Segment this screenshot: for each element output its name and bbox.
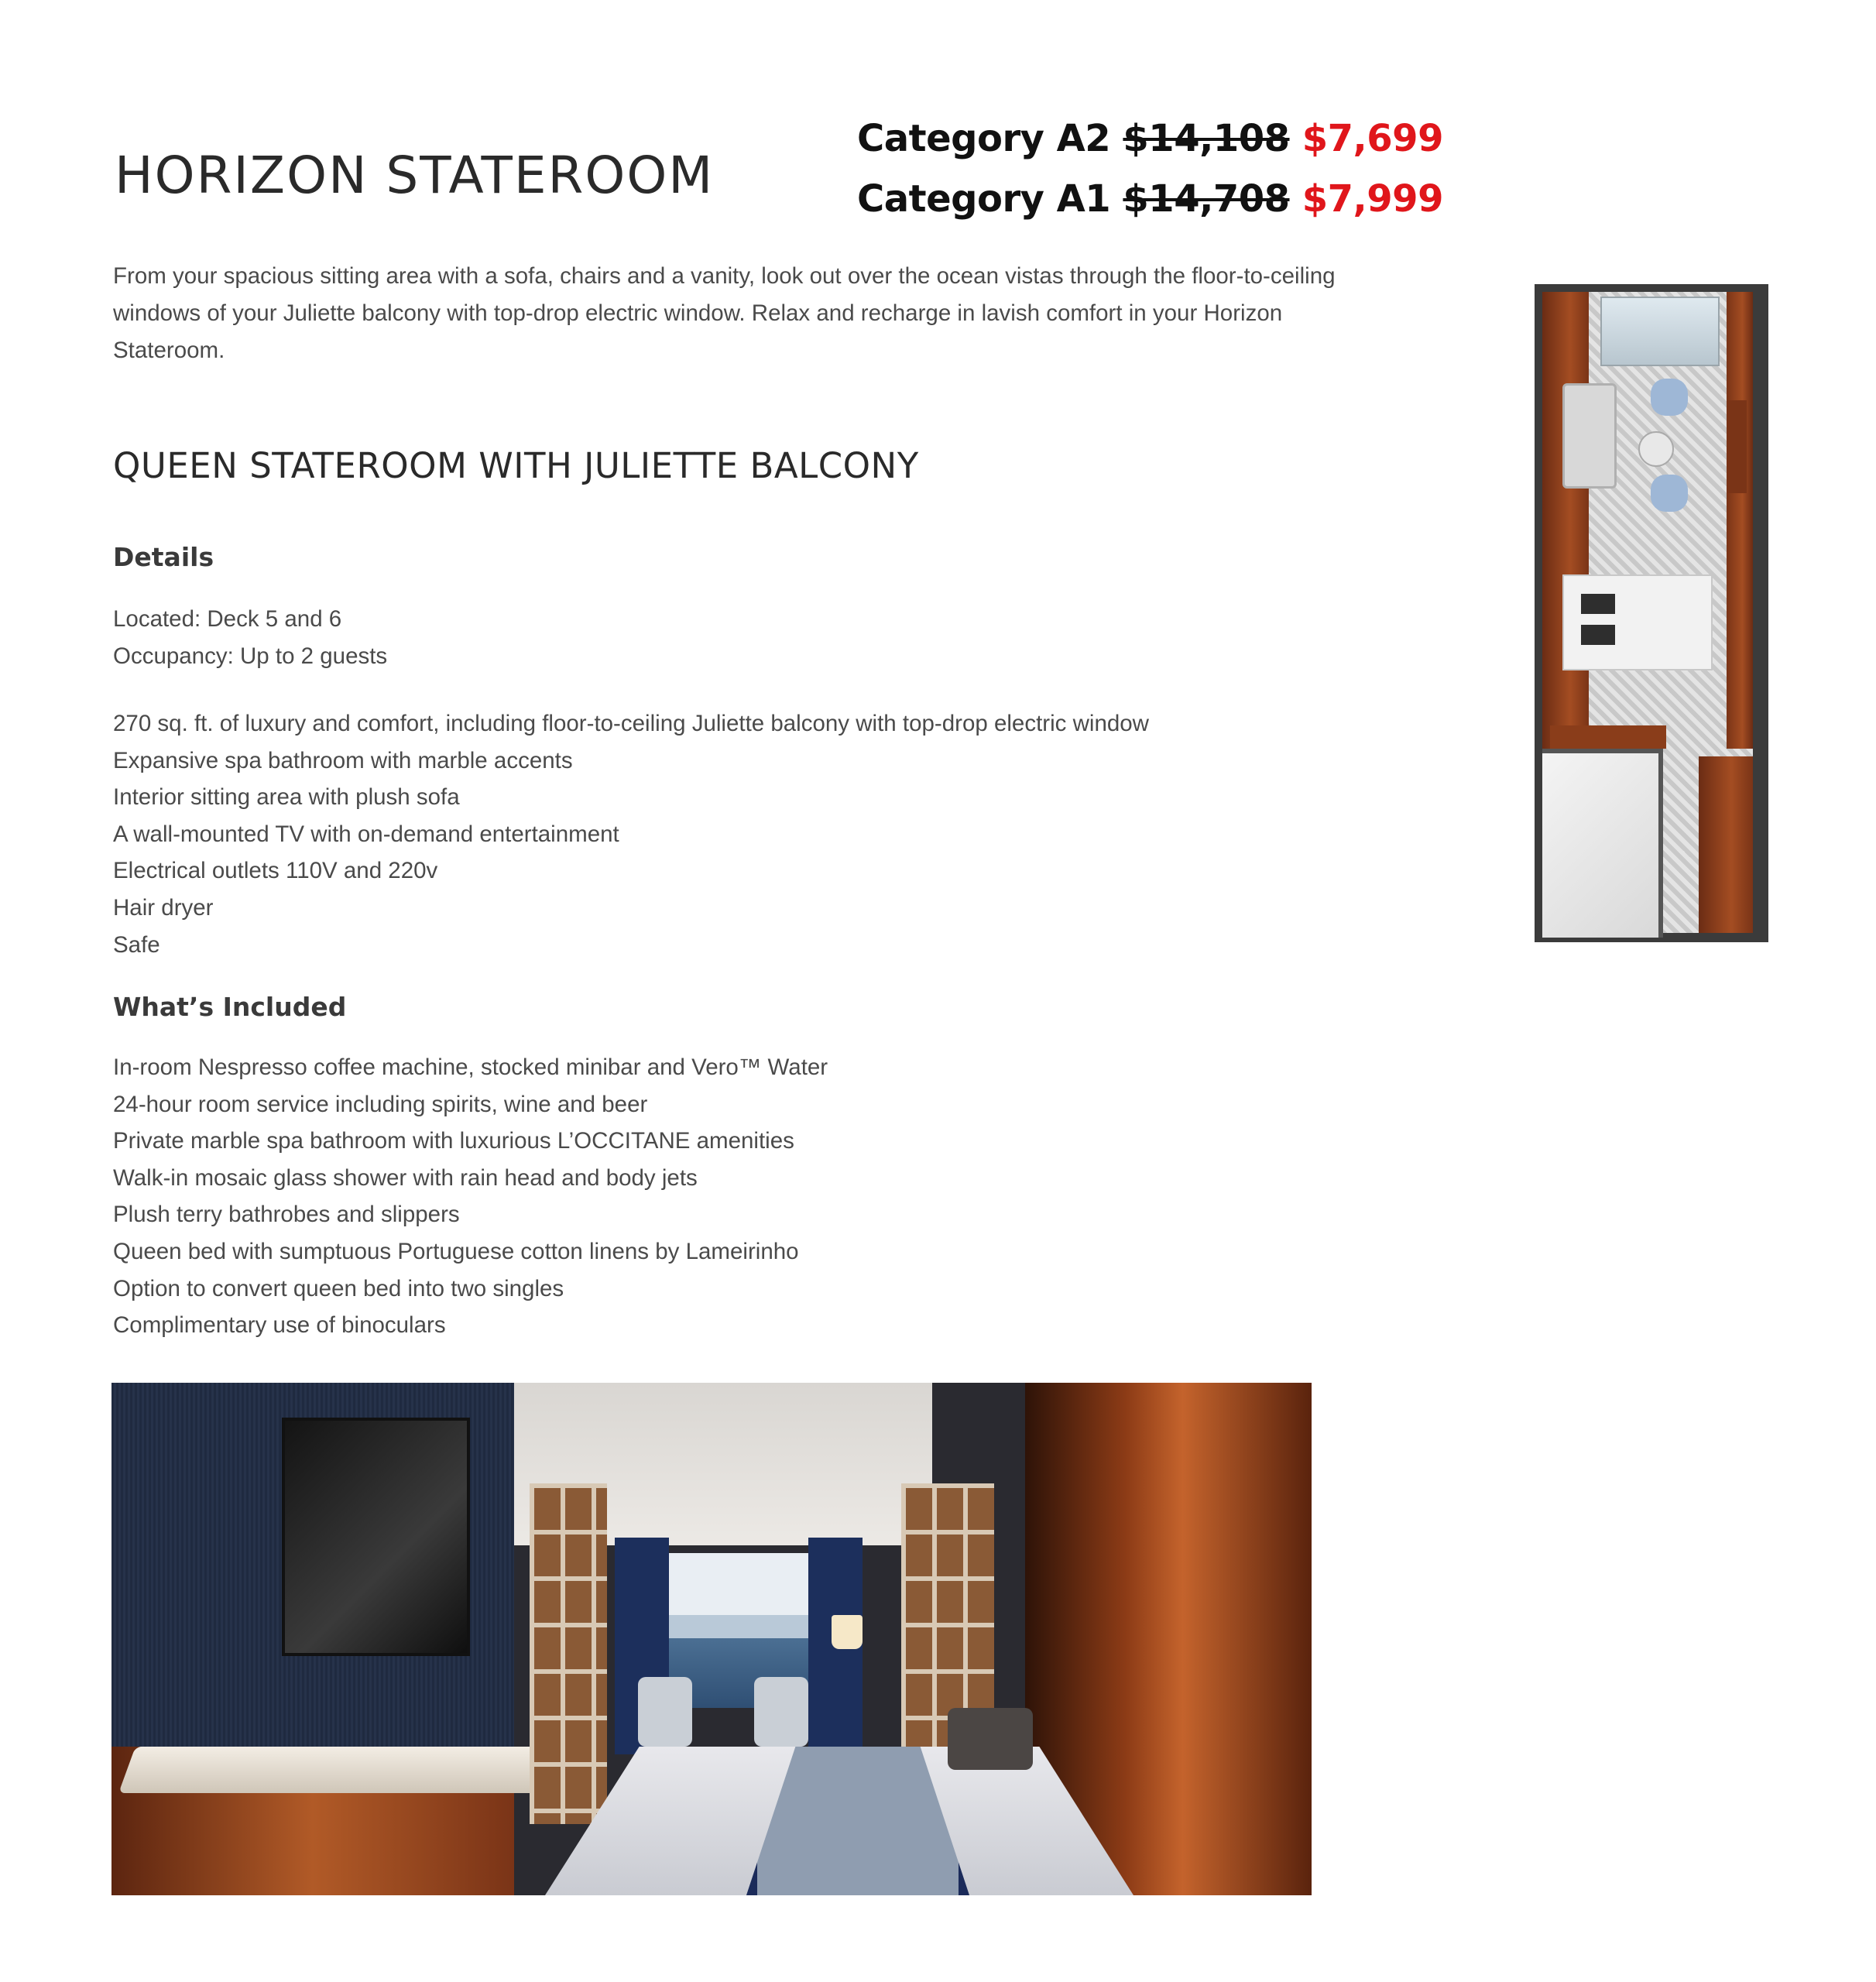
vanity-shelf [118, 1747, 569, 1793]
balcony-window [1600, 297, 1720, 366]
category-label: Category A1 [857, 177, 1111, 221]
list-item: Option to convert queen bed into two singles [113, 1275, 564, 1301]
vanity-desk [1727, 400, 1747, 493]
chair [1651, 475, 1688, 512]
included-list [113, 1049, 828, 1344]
stateroom-photo [111, 1383, 1312, 1895]
floor-plan-interior [1542, 292, 1753, 933]
sofa [1562, 383, 1617, 489]
pillow [1581, 625, 1615, 645]
list-item: Expansive spa bathroom with marble accents [113, 747, 573, 773]
lattice-screen [530, 1483, 607, 1824]
price-list [857, 108, 1443, 229]
list-item: Located: Deck 5 and 6 [113, 606, 342, 632]
stateroom-subtitle: QUEEN STATEROOM WITH JULIETTE BALCONY [113, 445, 919, 486]
list-item: Interior sitting area with plush sofa [113, 784, 460, 811]
pillow [1581, 594, 1615, 614]
list-item: Private marble spa bathroom with luxurious L’OCCITANE amenities [113, 1128, 794, 1154]
floor-plan-image [1535, 284, 1768, 942]
list-item: 24-hour room service including spirits, wine and beer [113, 1091, 648, 1117]
original-price: $14,708 [1123, 177, 1290, 221]
list-item: In-room Nespresso coffee machine, stocked minibar and Vero™ Water [113, 1054, 828, 1080]
list-item: Hair dryer [113, 894, 214, 921]
list-item: Safe [113, 931, 160, 958]
list-item: Electrical outlets 110V and 220v [113, 858, 438, 884]
original-price: $14,108 [1123, 117, 1290, 160]
floor-lamp [832, 1615, 863, 1649]
details-heading: Details [113, 542, 214, 572]
list-item: Queen bed with sumptuous Portuguese cotton linens by Lameirinho [113, 1238, 799, 1264]
chair [1651, 379, 1688, 416]
included-heading: What’s Included [113, 992, 347, 1022]
wood-wall-left [1542, 292, 1589, 749]
wall-tv [282, 1418, 470, 1656]
pillow [948, 1708, 1033, 1770]
entry-cabinet [1550, 725, 1666, 749]
sale-price: $7,699 [1302, 117, 1443, 160]
list-item: Complimentary use of binoculars [113, 1312, 446, 1339]
price-row-a2 [857, 108, 1443, 169]
intro-paragraph: From your spacious sitting area with a sofa, chairs and a vanity, look out over the ocean vistas through the floor-to-ceiling windows of your Juliette balcony with top-drop electric window. Relax and recharge in lavish comfort in your Horizon Stateroom. [113, 263, 1336, 363]
closet [1699, 756, 1753, 933]
page-title: HORIZON STATEROOM [115, 146, 715, 205]
round-table [1638, 431, 1674, 467]
sale-price: $7,999 [1302, 177, 1443, 221]
armchair [754, 1677, 808, 1747]
wood-wall-right [1727, 292, 1753, 749]
bathroom [1542, 749, 1663, 938]
price-row-a1 [857, 169, 1443, 229]
features-list [113, 705, 1149, 963]
queen-bed [1562, 574, 1713, 670]
list-item: Plush terry bathrobes and slippers [113, 1202, 460, 1228]
location-list [113, 601, 387, 674]
list-item: 270 sq. ft. of luxury and comfort, including floor-to-ceiling Juliette balcony with top-drop electric window [113, 711, 1149, 736]
category-label: Category A2 [857, 117, 1111, 160]
list-item: A wall-mounted TV with on-demand entertainment [113, 821, 619, 847]
list-item: Occupancy: Up to 2 guests [113, 643, 388, 669]
armchair [638, 1677, 692, 1747]
list-item: Walk-in mosaic glass shower with rain head and body jets [113, 1164, 698, 1191]
